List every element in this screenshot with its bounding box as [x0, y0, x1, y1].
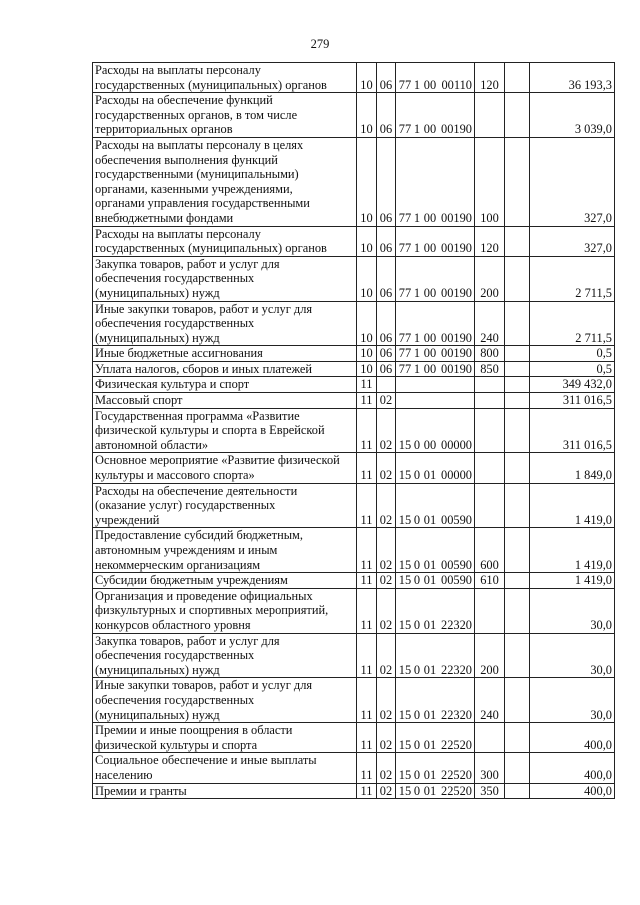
- subsection-code: 02: [377, 588, 396, 633]
- expense-type-code: 350: [475, 783, 505, 799]
- table-row: [93, 63, 615, 93]
- table-row: [93, 256, 615, 301]
- target-article-part: 01: [423, 783, 437, 798]
- expense-name: [93, 256, 357, 301]
- subsection-code: 06: [377, 346, 396, 362]
- target-article-part: 0: [413, 662, 421, 677]
- section-code: 11: [357, 783, 377, 799]
- expense-name-line: (оказание услуг) государственных: [95, 498, 276, 513]
- subsection-code: 02: [377, 723, 396, 753]
- expense-name-line: Расходы на обеспечение деятельности: [95, 483, 298, 498]
- table-row: [93, 346, 615, 362]
- expense-name: [93, 301, 357, 346]
- expense-name: [93, 393, 357, 409]
- subsection-code: 02: [377, 393, 396, 409]
- target-article-part: 0: [413, 707, 421, 722]
- target-article-part: 0: [413, 437, 421, 452]
- expense-name-line: Социальное обеспечение и иные выплаты: [95, 753, 317, 768]
- amount: 0,5: [530, 361, 615, 377]
- expense-type-code: [475, 377, 505, 393]
- subsection-code: 06: [377, 63, 396, 93]
- target-article-part: 22520: [441, 767, 472, 782]
- expense-name-line: Закупка товаров, работ и услуг для: [95, 633, 280, 648]
- expense-type-code: 240: [475, 678, 505, 723]
- target-article-part: 77: [398, 330, 412, 345]
- expense-type-code: [475, 453, 505, 483]
- target-article-part: 15: [398, 707, 412, 722]
- budget-table: [92, 62, 615, 799]
- table-row: [93, 93, 615, 138]
- subsection-code: 02: [377, 573, 396, 589]
- expense-name-line: органами, казенными учреждениями,: [95, 181, 293, 196]
- section-code: 10: [357, 256, 377, 301]
- subsection-code: 02: [377, 753, 396, 783]
- table-row: [93, 678, 615, 723]
- expense-name: [93, 346, 357, 362]
- empty-cell: [505, 256, 530, 301]
- target-article-part: 1: [413, 122, 421, 137]
- target-article-part: 01: [423, 662, 437, 677]
- section-code: 10: [357, 301, 377, 346]
- expense-name-line: государственных органов, в том числе: [95, 107, 298, 122]
- expense-name: [93, 361, 357, 377]
- target-article-part: 00: [423, 346, 437, 361]
- expense-name-line: обеспечения выполнения функций: [95, 152, 278, 167]
- amount: 1 419,0: [530, 483, 615, 528]
- target-article-part: 0: [413, 783, 421, 798]
- table-row: [93, 588, 615, 633]
- expense-name-line: Массовый спорт: [95, 393, 183, 408]
- expense-name-line: конкурсов областного уровня: [95, 617, 251, 632]
- empty-cell: [505, 453, 530, 483]
- section-code: 11: [357, 723, 377, 753]
- target-article-part: 15: [398, 767, 412, 782]
- expense-name: [93, 453, 357, 483]
- target-article-part: 00: [423, 361, 437, 376]
- expense-type-code: 610: [475, 573, 505, 589]
- table-row: [93, 783, 615, 799]
- target-article-part: 15: [398, 783, 412, 798]
- expense-name: [93, 377, 357, 393]
- expense-name-line: (муниципальных) нужд: [95, 662, 220, 677]
- expense-name-line: государственных (муниципальных) органов: [95, 77, 327, 92]
- target-article-part: 00190: [441, 122, 472, 137]
- amount: 327,0: [530, 226, 615, 256]
- expense-type-code: 200: [475, 633, 505, 678]
- expense-name-line: обеспечения государственных: [95, 648, 255, 663]
- expense-name-line: Расходы на выплаты персоналу: [95, 226, 261, 241]
- target-article-part: 00190: [441, 330, 472, 345]
- expense-name-line: обеспечения государственных: [95, 271, 255, 286]
- target-article-part: 15: [398, 557, 412, 572]
- amount: 30,0: [530, 678, 615, 723]
- target-article-part: 00: [423, 437, 437, 452]
- section-code: 11: [357, 393, 377, 409]
- target-article-part: 77: [398, 346, 412, 361]
- amount: 30,0: [530, 633, 615, 678]
- target-article-code: [396, 678, 475, 723]
- expense-name-line: государственными (муниципальными): [95, 167, 299, 182]
- expense-type-code: [475, 408, 505, 453]
- empty-cell: [505, 678, 530, 723]
- table-row: [93, 573, 615, 589]
- target-article-part: 00190: [441, 241, 472, 256]
- target-article-part: 00190: [441, 361, 472, 376]
- amount: 349 432,0: [530, 377, 615, 393]
- target-article-part: 00190: [441, 346, 472, 361]
- target-article-code: [396, 408, 475, 453]
- target-article-part: 77: [398, 361, 412, 376]
- empty-cell: [505, 393, 530, 409]
- expense-name-line: Предоставление субсидий бюджетным,: [95, 528, 303, 543]
- target-article-part: 15: [398, 468, 412, 483]
- expense-name-line: обеспечения государственных: [95, 316, 255, 331]
- target-article-code: [396, 528, 475, 573]
- target-article-part: 00: [423, 285, 437, 300]
- subsection-code: 02: [377, 528, 396, 573]
- expense-name: [93, 93, 357, 138]
- expense-name-line: физкультурных и спортивных мероприятий,: [95, 603, 329, 618]
- expense-name-line: Закупка товаров, работ и услуг для: [95, 256, 280, 271]
- target-article-part: 0: [413, 468, 421, 483]
- table-row: [93, 723, 615, 753]
- target-article-part: 1: [413, 361, 421, 376]
- subsection-code: 06: [377, 256, 396, 301]
- table-row: [93, 453, 615, 483]
- amount: 36 193,3: [530, 63, 615, 93]
- page-number: 279: [310, 37, 330, 51]
- target-article-part: 1: [413, 330, 421, 345]
- target-article-code: [396, 633, 475, 678]
- expense-name: [93, 753, 357, 783]
- amount: 1 419,0: [530, 573, 615, 589]
- subsection-code: [377, 377, 396, 393]
- target-article-part: 1: [413, 285, 421, 300]
- target-article-part: 00000: [441, 468, 472, 483]
- subsection-code: 02: [377, 453, 396, 483]
- empty-cell: [505, 377, 530, 393]
- table-row: [93, 361, 615, 377]
- section-code: 11: [357, 483, 377, 528]
- empty-cell: [505, 783, 530, 799]
- expense-type-code: [475, 723, 505, 753]
- target-article-part: 00590: [441, 557, 472, 572]
- expense-name-line: учреждений: [95, 512, 160, 527]
- subsection-code: 02: [377, 633, 396, 678]
- empty-cell: [505, 723, 530, 753]
- target-article-code: [396, 753, 475, 783]
- section-code: 10: [357, 226, 377, 256]
- amount: 311 016,5: [530, 393, 615, 409]
- target-article-code: [396, 301, 475, 346]
- subsection-code: 02: [377, 483, 396, 528]
- expense-name-line: населению: [95, 767, 153, 782]
- target-article-part: 00190: [441, 285, 472, 300]
- expense-name: [93, 588, 357, 633]
- section-code: 11: [357, 633, 377, 678]
- expense-name-line: Премии и иные поощрения в области: [95, 723, 293, 738]
- expense-name-line: Основное мероприятие «Развитие физической: [95, 453, 340, 468]
- target-article-part: 77: [398, 241, 412, 256]
- target-article-part: 15: [398, 662, 412, 677]
- expense-name-line: Расходы на выплаты персоналу в целях: [95, 137, 304, 152]
- expense-name-line: Организация и проведение официальных: [95, 588, 313, 603]
- expense-name-line: физической культуры и спорта в Еврейской: [95, 423, 325, 438]
- section-code: 11: [357, 573, 377, 589]
- target-article-part: 00000: [441, 437, 472, 452]
- target-article-part: 01: [423, 468, 437, 483]
- table-row: [93, 377, 615, 393]
- target-article-part: 00590: [441, 573, 472, 588]
- expense-name-line: органами управления государственными: [95, 196, 310, 211]
- target-article-part: 15: [398, 737, 412, 752]
- section-code: 11: [357, 453, 377, 483]
- target-article-part: 01: [423, 737, 437, 752]
- expense-type-code: 200: [475, 256, 505, 301]
- target-article-part: 00: [423, 77, 437, 92]
- target-article-part: 77: [398, 122, 412, 137]
- expense-type-code: 850: [475, 361, 505, 377]
- target-article-part: 00590: [441, 512, 472, 527]
- target-article-part: 15: [398, 512, 412, 527]
- expense-type-code: [475, 393, 505, 409]
- target-article-part: 15: [398, 437, 412, 452]
- expense-name-line: Государственная программа «Развитие: [95, 408, 300, 423]
- target-article-code: [396, 256, 475, 301]
- expense-name-line: Иные закупки товаров, работ и услуг для: [95, 301, 313, 316]
- empty-cell: [505, 408, 530, 453]
- section-code: 11: [357, 588, 377, 633]
- target-article-part: 00110: [441, 77, 472, 92]
- expense-type-code: [475, 588, 505, 633]
- expense-name: [93, 408, 357, 453]
- subsection-code: 02: [377, 783, 396, 799]
- amount: 311 016,5: [530, 408, 615, 453]
- empty-cell: [505, 361, 530, 377]
- table-row: [93, 633, 615, 678]
- section-code: 11: [357, 678, 377, 723]
- section-code: 10: [357, 346, 377, 362]
- expense-name-line: физической культуры и спорта: [95, 737, 258, 752]
- subsection-code: 06: [377, 137, 396, 226]
- target-article-part: 00190: [441, 210, 472, 225]
- empty-cell: [505, 137, 530, 226]
- amount: 1 849,0: [530, 453, 615, 483]
- subsection-code: 02: [377, 678, 396, 723]
- expense-type-code: 300: [475, 753, 505, 783]
- empty-cell: [505, 301, 530, 346]
- target-article-part: 00: [423, 210, 437, 225]
- target-article-code: [396, 588, 475, 633]
- target-article-part: 01: [423, 707, 437, 722]
- amount: 327,0: [530, 137, 615, 226]
- expense-type-code: [475, 93, 505, 138]
- amount: 1 419,0: [530, 528, 615, 573]
- target-article-part: 77: [398, 77, 412, 92]
- expense-name: [93, 783, 357, 799]
- section-code: 10: [357, 361, 377, 377]
- expense-name-line: Субсидии бюджетным учреждениям: [95, 573, 288, 588]
- expense-name-line: Иные закупки товаров, работ и услуг для: [95, 678, 313, 693]
- target-article-part: 77: [398, 210, 412, 225]
- amount: 400,0: [530, 783, 615, 799]
- section-code: 10: [357, 93, 377, 138]
- empty-cell: [505, 528, 530, 573]
- expense-type-code: 100: [475, 137, 505, 226]
- target-article-part: 01: [423, 767, 437, 782]
- target-article-code: [396, 137, 475, 226]
- expense-name: [93, 137, 357, 226]
- target-article-part: 22320: [441, 662, 472, 677]
- empty-cell: [505, 226, 530, 256]
- expense-name-line: государственных (муниципальных) органов: [95, 241, 327, 256]
- target-article-part: 00: [423, 122, 437, 137]
- empty-cell: [505, 483, 530, 528]
- target-article-code: [396, 453, 475, 483]
- expense-type-code: [475, 483, 505, 528]
- expense-name-line: обеспечения государственных: [95, 692, 255, 707]
- expense-type-code: 120: [475, 226, 505, 256]
- empty-cell: [505, 63, 530, 93]
- target-article-code: [396, 346, 475, 362]
- expense-name: [93, 573, 357, 589]
- section-code: 11: [357, 528, 377, 573]
- expense-name-line: (муниципальных) нужд: [95, 707, 220, 722]
- target-article-code: [396, 93, 475, 138]
- expense-name-line: некоммерческим организациям: [95, 557, 261, 572]
- target-article-part: 22520: [441, 783, 472, 798]
- table-row: [93, 301, 615, 346]
- expense-type-code: 800: [475, 346, 505, 362]
- subsection-code: 06: [377, 301, 396, 346]
- target-article-part: 00: [423, 330, 437, 345]
- target-article-part: 22320: [441, 707, 472, 722]
- expense-name: [93, 678, 357, 723]
- amount: 2 711,5: [530, 301, 615, 346]
- expense-name: [93, 63, 357, 93]
- target-article-code: [396, 361, 475, 377]
- amount: 2 711,5: [530, 256, 615, 301]
- target-article-part: 22320: [441, 617, 472, 632]
- target-article-part: 0: [413, 557, 421, 572]
- subsection-code: 02: [377, 408, 396, 453]
- expense-name-line: (муниципальных) нужд: [95, 285, 220, 300]
- expense-name: [93, 633, 357, 678]
- amount: 400,0: [530, 723, 615, 753]
- target-article-code: [396, 483, 475, 528]
- subsection-code: 06: [377, 226, 396, 256]
- target-article-part: 0: [413, 573, 421, 588]
- expense-name-line: Расходы на обеспечение функций: [95, 93, 273, 108]
- expense-name-line: Физическая культура и спорт: [95, 377, 250, 392]
- empty-cell: [505, 633, 530, 678]
- target-article-part: 15: [398, 573, 412, 588]
- target-article-part: 1: [413, 77, 421, 92]
- empty-cell: [505, 346, 530, 362]
- target-article-part: 00: [423, 241, 437, 256]
- target-article-part: 77: [398, 285, 412, 300]
- table-row: [93, 753, 615, 783]
- section-code: 11: [357, 753, 377, 783]
- expense-name-line: Иные бюджетные ассигнования: [95, 346, 263, 361]
- section-code: 11: [357, 377, 377, 393]
- target-article-code: [396, 377, 475, 393]
- expense-name: [93, 723, 357, 753]
- expense-name-line: автономной области»: [95, 437, 209, 452]
- empty-cell: [505, 588, 530, 633]
- target-article-part: 0: [413, 617, 421, 632]
- target-article-code: [396, 63, 475, 93]
- target-article-part: 1: [413, 346, 421, 361]
- budget-table-body: [93, 63, 615, 799]
- target-article-part: 0: [413, 737, 421, 752]
- target-article-part: 01: [423, 557, 437, 572]
- expense-name-line: (муниципальных) нужд: [95, 330, 220, 345]
- expense-name-line: Премии и гранты: [95, 783, 187, 798]
- expense-type-code: 120: [475, 63, 505, 93]
- empty-cell: [505, 93, 530, 138]
- section-code: 11: [357, 408, 377, 453]
- table-row: [93, 393, 615, 409]
- target-article-part: 01: [423, 512, 437, 527]
- amount: 3 039,0: [530, 93, 615, 138]
- target-article-code: [396, 573, 475, 589]
- target-article-part: 1: [413, 210, 421, 225]
- expense-type-code: 600: [475, 528, 505, 573]
- empty-cell: [505, 753, 530, 783]
- table-row: [93, 528, 615, 573]
- amount: 0,5: [530, 346, 615, 362]
- target-article-part: 22520: [441, 737, 472, 752]
- target-article-code: [396, 226, 475, 256]
- empty-cell: [505, 573, 530, 589]
- expense-name-line: культуры и массового спорта»: [95, 468, 255, 483]
- expense-name-line: Уплата налогов, сборов и иных платежей: [95, 361, 313, 376]
- subsection-code: 06: [377, 361, 396, 377]
- expense-name: [93, 226, 357, 256]
- target-article-code: [396, 393, 475, 409]
- target-article-code: [396, 783, 475, 799]
- expense-type-code: 240: [475, 301, 505, 346]
- table-row: [93, 483, 615, 528]
- expense-name-line: автономным учреждениям и иным: [95, 543, 278, 557]
- expense-name-line: Расходы на выплаты персоналу: [95, 63, 261, 77]
- table-row: [93, 137, 615, 226]
- target-article-part: 0: [413, 512, 421, 527]
- expense-name-line: территориальных органов: [95, 122, 233, 137]
- section-code: 10: [357, 137, 377, 226]
- target-article-part: 1: [413, 241, 421, 256]
- expense-name-line: внебюджетными фондами: [95, 210, 234, 225]
- target-article-code: [396, 723, 475, 753]
- target-article-part: 01: [423, 573, 437, 588]
- amount: 400,0: [530, 753, 615, 783]
- amount: 30,0: [530, 588, 615, 633]
- target-article-part: 01: [423, 617, 437, 632]
- table-row: [93, 226, 615, 256]
- table-row: [93, 408, 615, 453]
- expense-name: [93, 528, 357, 573]
- expense-name: [93, 483, 357, 528]
- target-article-part: 0: [413, 767, 421, 782]
- section-code: 10: [357, 63, 377, 93]
- target-article-part: 15: [398, 617, 412, 632]
- subsection-code: 06: [377, 93, 396, 138]
